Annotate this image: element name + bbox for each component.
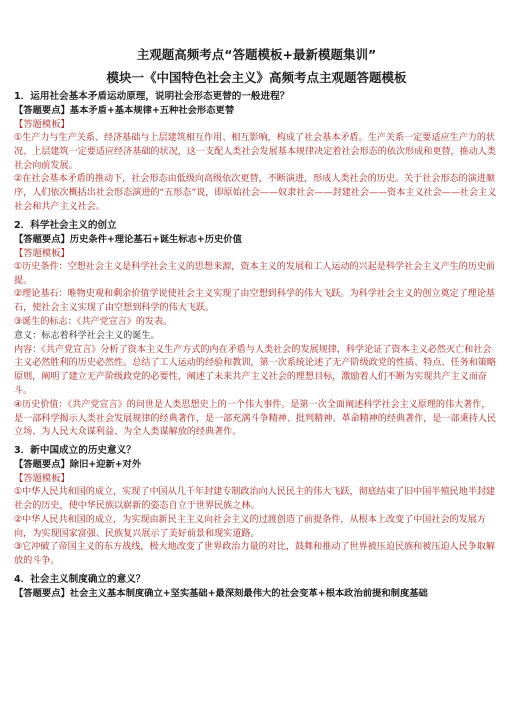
- question-section: [14, 219, 499, 440]
- question-heading: 4．社会主义制度确立的意义？: [14, 573, 146, 585]
- answer-paragraph: ①历史条件：空想社会主义是科学社会主义的思想来源，资本主义的发展和工人运动的兴起是科学社会主义产生的历史前提。: [14, 261, 496, 286]
- question-heading: 2．科学社会主义的创立: [14, 219, 117, 231]
- page-title: 主观题高频考点“答题模板+最新模题集训”: [136, 47, 377, 62]
- answer-paragraph: ①中华人民共和国的成立，实现了中国从几千年封建专制政治向人民民主的伟大飞跃，彻底结束了旧中国半殖民地半封建社会的历史，使中华民族以崭新的姿态自立于世界民族之林。: [14, 487, 496, 511]
- answer-paragraph: 意义：标志着科学社会主义的诞生。: [14, 330, 160, 341]
- answer-keypoints: 【答题要点】基本矛盾+基本规律+五种社会形态更替: [14, 105, 235, 116]
- answer-template-label: 【答题模板】: [14, 473, 70, 485]
- page-subtitle: 模块一《中国特色社会主义》高频考点主观题答题模板: [106, 70, 407, 85]
- answer-keypoints: 【答题要点】社会主义基本制度确立+坚实基础+最深刻最伟大的社会变革+根本政治前提和制度基础: [14, 587, 428, 599]
- answer-keypoints: 【答题要点】除旧+迎新+对外: [14, 459, 142, 471]
- answer-template-label: 【答题模板】: [14, 247, 70, 259]
- answer-paragraph: ④历史价值：《共产党宣言》的问世是人类思想史上的一个伟大事件。是第一次全面阐述科学社会主义原理的伟大著作，是一部科学揭示人类社会发展规律的经典著作，是一部充满斗争精神、批判精神、革命精神的经典著作，是一部秉持人民立场、为人民大众谋利益、为全人类谋解放的经典著作。: [14, 399, 496, 438]
- answer-paragraph: ③诞生的标志：《共产党宣言》的发表。: [14, 316, 173, 327]
- answer-keypoints: 【答题要点】历史条件+理论基石+诞生标志+历史价值: [14, 233, 242, 245]
- question-heading: 3．新中国成立的历史意义？: [14, 445, 136, 457]
- question-section: [14, 444, 499, 569]
- answer-paragraph: ②中华人民共和国的成立，为实现由新民主主义向社会主义的过渡创造了前提条件，从根本上改变了中国社会的发展方向，为实现国家富强、民族复兴展示了美好前景和现实道路。: [14, 514, 486, 539]
- answer-paragraph: ②理论基石：唯物史观和剩余价值学说使社会主义实现了由空想到科学的伟大飞跃。为科学社会主义的创立奠定了理论基石，使社会主义实现了由空想到科学的伟大飞跃。: [14, 289, 496, 314]
- answer-paragraph: 内容：《共产党宣言》分析了资本主义生产方式的内在矛盾与人类社会的发展规律，科学论证了资本主义必然灭亡和社会主义必然胜利的历史必然性。总结了工人运动的经验和教训，第一次系统论述了无产阶级政党的性质、特点、任务和策略原则，阐明了建立无产阶级政党的必要性，阐述了未来共产主义社会的理想目标，激励着人们不断为实现共产主义而奋斗。: [14, 344, 496, 396]
- answer-template-label: 【答题模板】: [14, 119, 70, 130]
- question-section: [14, 573, 499, 601]
- answer-paragraph: ③它冲破了帝国主义的东方战线，极大地改变了世界政治力量的对比，鼓舞和推动了世界被压迫民族和被压迫人民争取解放的斗争。: [14, 542, 496, 567]
- question-heading: 1．运用社会基本矛盾运动原理，说明社会形态更替的一般进程？: [14, 91, 290, 102]
- answer-paragraph: ②在社会基本矛盾的推动下，社会形态由低级向高级依次更替，不断演进，形成人类社会的历史。关于社会形态的演进顺序，人们依次概括出社会形态演进的“五形态”说，即原始社会——奴隶社会——封建社会——资本主义社会——社会主义社会和共产主义社会。: [14, 174, 497, 212]
- question-section: [14, 90, 499, 215]
- document-body: [14, 90, 499, 601]
- answer-paragraph: ①生产力与生产关系、经济基础与上层建筑相互作用、相互影响，构成了社会基本矛盾。生产关系一定要适应生产力的状况、上层建筑一定要适应经济基础的状况，这一支配人类社会发展基本规律决定着社会形态的依次形成和更替，推动人类社会向前发展。: [14, 133, 496, 171]
